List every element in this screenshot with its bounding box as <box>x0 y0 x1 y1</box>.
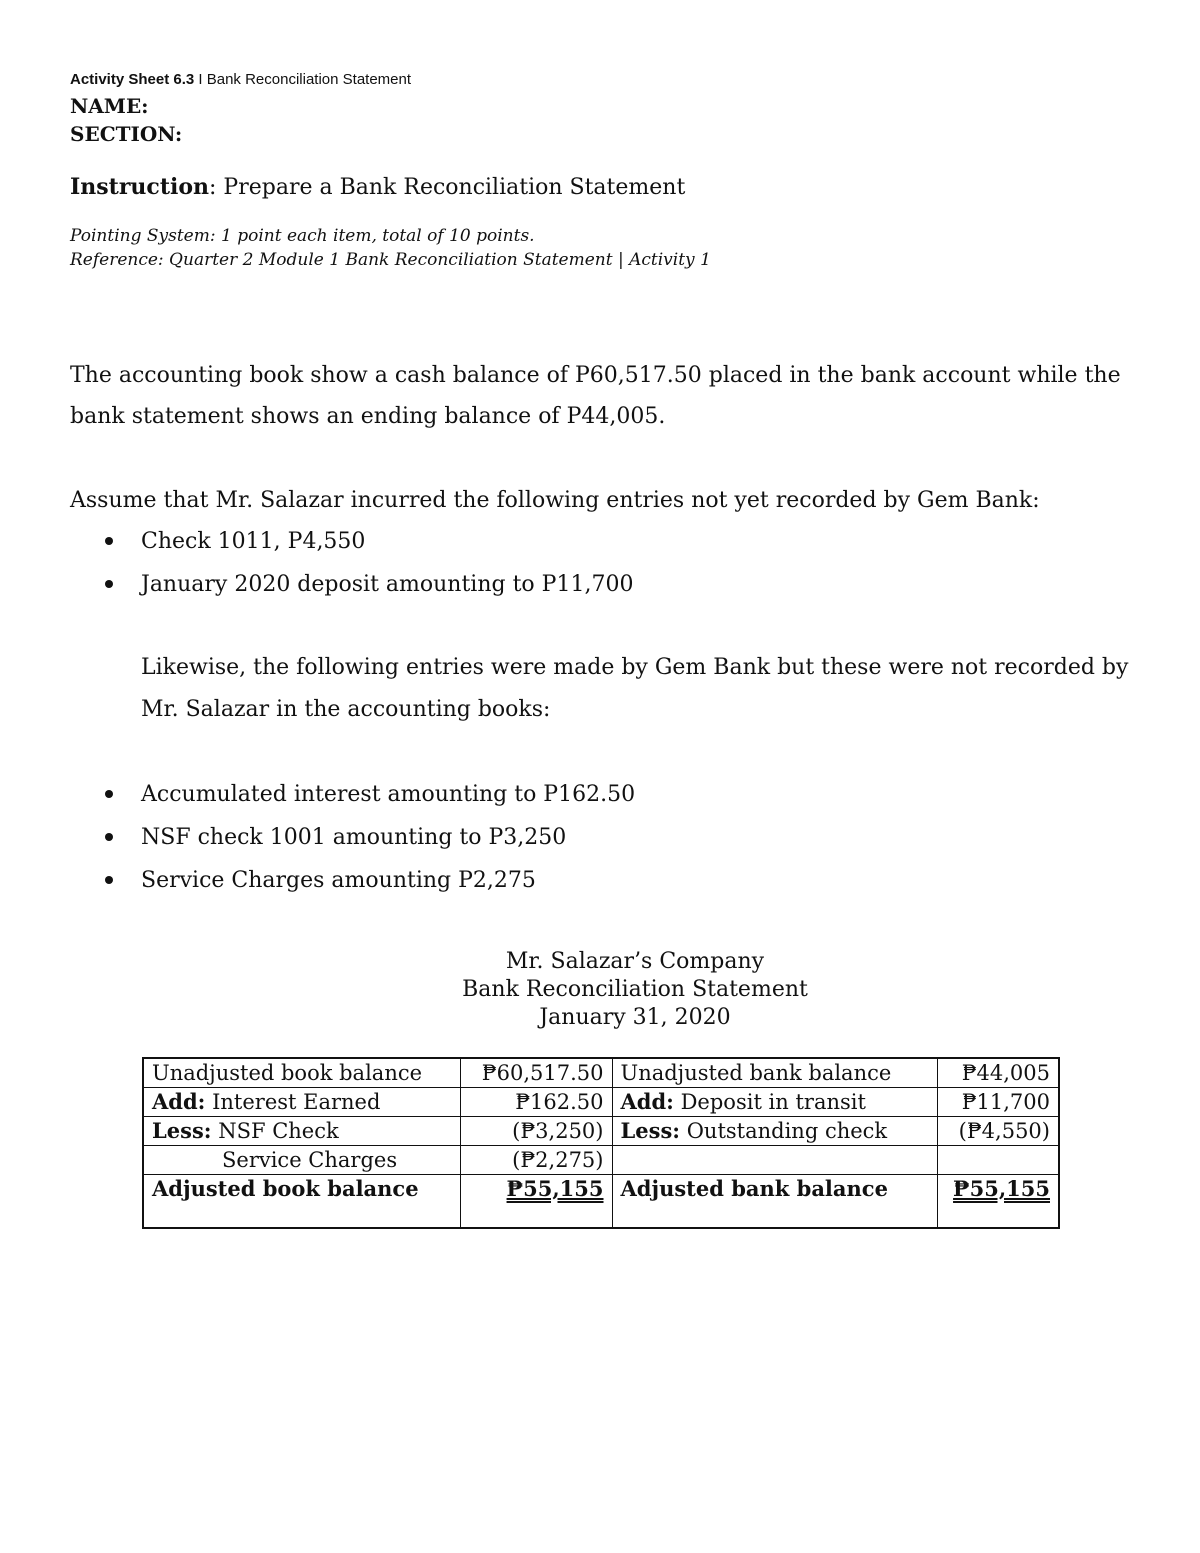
bank-entry-text: January 2020 deposit amounting to P11,700 <box>141 572 634 597</box>
likewise-paragraph: Likewise, the following entries were made by Gem Bank but these were not recorded by Mr. Salazar in the accounting books: <box>141 655 1129 722</box>
book-value-cell: (₱3,250) <box>460 1117 612 1146</box>
table-row <box>143 1175 1059 1229</box>
bank-value-cell: (₱4,550) <box>937 1117 1059 1146</box>
book-label-cell: Unadjusted book balance <box>143 1058 460 1088</box>
book-entry-text: NSF check 1001 amounting to P3,250 <box>141 825 567 850</box>
bank-value-cell <box>937 1146 1059 1175</box>
less-prefix: Less: <box>620 1118 681 1143</box>
table-row <box>143 1058 1059 1088</box>
reconciliation-table <box>142 1057 1060 1229</box>
table-row <box>143 1117 1059 1146</box>
add-prefix: Add: <box>620 1089 674 1114</box>
bullet-icon <box>105 876 113 884</box>
table-row <box>143 1088 1059 1117</box>
book-label-cell: Service Charges <box>143 1146 460 1175</box>
less-prefix: Less: <box>152 1118 212 1143</box>
instruction-text: : Prepare a Bank Reconciliation Statement <box>209 175 686 200</box>
list-item <box>105 773 635 816</box>
list-item <box>105 563 633 606</box>
bank-entry-text: Check 1011, P4,550 <box>141 529 366 554</box>
bullet-icon <box>105 790 113 798</box>
instruction-line <box>70 174 685 200</box>
company-name: Mr. Salazar’s Company <box>505 949 765 974</box>
bank-label-cell: Unadjusted bank balance <box>612 1058 937 1088</box>
instruction-label: Instruction <box>70 174 210 200</box>
bank-label-cell <box>612 1088 937 1117</box>
activity-sheet-header <box>70 71 411 88</box>
section-label: SECTION: <box>70 122 183 146</box>
adjusted-book-label: Adjusted book balance <box>143 1175 460 1229</box>
bank-label-text: Deposit in transit <box>673 1090 866 1114</box>
adjusted-book-value-cell <box>460 1175 612 1229</box>
sheet-label: Activity Sheet 6.3 <box>70 71 195 88</box>
book-entries-list <box>105 773 635 902</box>
pointing-system-note: Pointing System: 1 point each item, total of 10 points. <box>70 226 535 246</box>
adjusted-bank-value-cell <box>937 1175 1059 1229</box>
statement-title: Bank Reconciliation Statement <box>462 977 808 1002</box>
book-entry-text: Accumulated interest amounting to P162.50 <box>141 782 636 807</box>
bullet-icon <box>105 537 113 545</box>
adjusted-bank-label: Adjusted bank balance <box>612 1175 937 1229</box>
bullet-icon <box>105 833 113 841</box>
assume-paragraph: Assume that Mr. Salazar incurred the following entries not yet recorded by Gem Bank: <box>70 488 1040 513</box>
bullet-icon <box>105 580 113 588</box>
add-prefix: Add: <box>152 1089 206 1114</box>
book-label-cell <box>143 1088 460 1117</box>
bank-label-text: Outstanding check <box>680 1119 888 1143</box>
book-value-cell: (₱2,275) <box>460 1146 612 1175</box>
list-item <box>105 520 633 563</box>
intro-paragraph: The accounting book show a cash balance of P60,517.50 placed in the bank account while the bank statement shows an ending balance of P44,005. <box>70 363 1121 429</box>
bank-entries-list <box>105 520 633 606</box>
reference-note: Reference: Quarter 2 Module 1 Bank Reconciliation Statement | Activity 1 <box>70 250 711 270</box>
bank-value-cell: ₱44,005 <box>937 1058 1059 1088</box>
bank-value-cell: ₱11,700 <box>937 1088 1059 1117</box>
statement-date: January 31, 2020 <box>539 1005 731 1030</box>
book-label-text: NSF Check <box>211 1119 339 1143</box>
adjusted-book-value: ₱55,155 <box>506 1176 604 1201</box>
book-value-cell: ₱60,517.50 <box>460 1058 612 1088</box>
book-value-cell: ₱162.50 <box>460 1088 612 1117</box>
book-label-cell <box>143 1117 460 1146</box>
table-row <box>143 1146 1059 1175</box>
bank-label-cell <box>612 1117 937 1146</box>
sheet-title: Bank Reconciliation Statement <box>206 71 412 88</box>
adjusted-bank-value: ₱55,155 <box>953 1176 1050 1201</box>
list-item <box>105 859 635 902</box>
name-label: NAME: <box>70 94 149 118</box>
book-entry-text: Service Charges amounting P2,275 <box>141 868 536 893</box>
statement-title-block <box>335 948 935 1032</box>
header-separator: I <box>194 71 207 88</box>
book-label-text: Interest Earned <box>205 1090 381 1114</box>
bank-label-cell <box>612 1146 937 1175</box>
list-item <box>105 816 635 859</box>
